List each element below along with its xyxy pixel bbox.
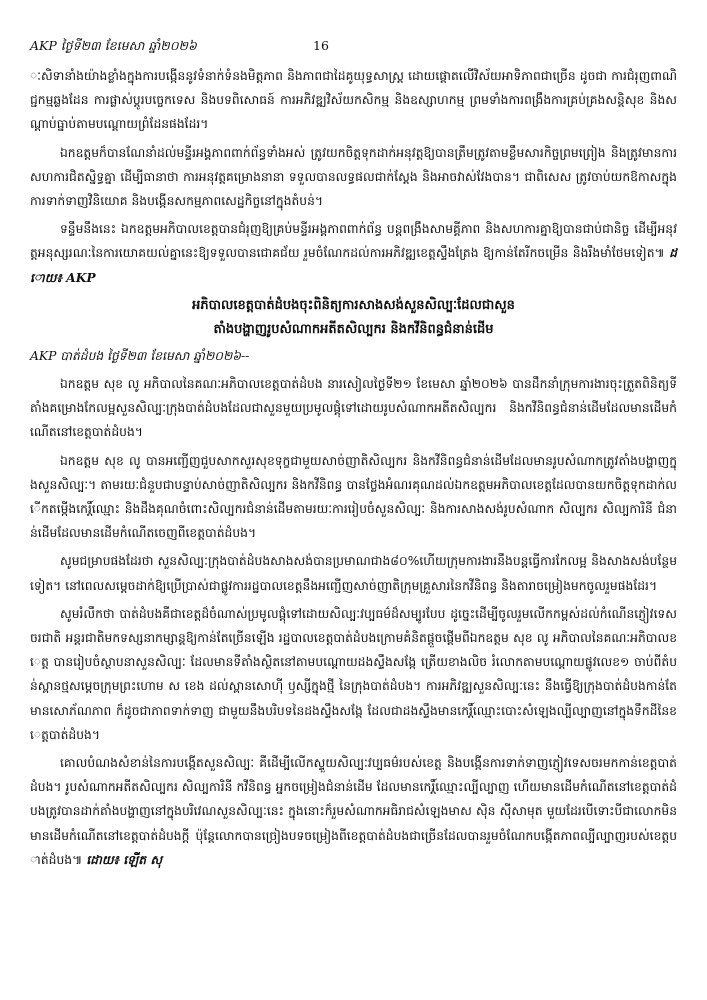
article1-paragraph-3	[30, 217, 677, 290]
page-header	[30, 36, 677, 58]
article2-paragraph-2: ឯកឧត្តម សុខ លូ បានអញ្ជើញជួបសាកសួរសុខទុក្ខជាមួយសាច់ញាតិសិល្បករ និងកវីនិពន្ធជំនាន់ដើមដែលមានរូបសំណាកត្រូវតាំងបង្ហាញក្នុងសួនសិល្បៈ។ តាមរយៈជំនួបជាបន្ទាប់សាច់ញាតិសិល្បករ និងកវីនិពន្ធ បានថ្លែងអំណរគុណដល់ឯកឧត្តមអភិបាលខេត្តដែលបានយកចិត្តទុកដាក់លើកតម្កើងកេរ្តិ៍ឈ្មោះ និងដឹងគុណចំពោះសិល្បករជំនាន់ដើមតាមរយៈការរៀបចំសួនសិល្បៈ និងការសាងសង់រូបសំណាក សិល្បករ សិល្បការិនី ជំនាន់ដើមដែលមានដើមកំណើតចេញពីខេត្តបាត់ដំបង។	[30, 453, 677, 541]
article1-paragraph-1: ៈសិទានាំងយ៉ាងខ្លាំងក្នុងការបង្កើននូវទំនាក់ទំនងមិត្តភាព និងភាពជាដៃគូយុទ្ធសាស្ត្រ ដោយផ្ដោតលើវិស័យអាទិភាពជាច្រើន ដូចជា ការជំរុញពាណិជ្ជកម្មឆ្លងដែន ការផ្លាស់ប្ដូរបច្ចេកទេស និងបទពិសោធន៍ ការអភិវឌ្ឍវិស័យកសិកម្ម និងឧស្សាហកម្ម ព្រមទាំងការពង្រឹងការគ្រប់គ្រងសន្តិសុខ និងសណ្ដាប់ធ្នាប់តាមបណ្ដោយព្រំដែនផងដែរ។	[30, 69, 677, 132]
article2-byline: ដោយ៖ ឡេីត សុ	[86, 851, 163, 867]
article2-paragraph-4: សូមរំលឹកថា បាត់ដំបងគឺជាខេត្តដ៏ចំណាស់ប្រមូលផ្ដុំទៅដោយសិល្បៈវប្បធម៌ដ៏សម្បូរបែប ដូច្នេះដើម្បីចូលរួមលើកកម្ពស់ដល់កំណើនភ្ញៀវទេសចរជាតិ អន្តរជាតិមកទស្សនាកម្សាន្តឱ្យកាន់តែច្រើនឡើង រដ្ឋបាលខេត្តបាត់ដំបងក្រោមគំនិតផ្ដួចផ្ដើមពីឯកឧត្តម សុខ លូ អភិបាលនៃគណៈអភិបាលខេត្ត បានរៀបចំស្ថាបនាសួនសិល្បៈ ដែលមានទីតាំងស្ថិតនៅតាមបណ្ដោយដងស្ទឹងសង្កែ ត្រើយខាងលិច រំលោកតាមបណ្ដោយផ្លូវលេខ១ ចាប់ពីតំបន់ស្ពានថ្មសម្ដេចក្រុមព្រះហោម ស ខេង ដល់ស្ពានសោហ៊ី ឫស្សីក្នុងថ្មី នៃក្រុងបាត់ដំបង។ ការអភិវឌ្ឍសួនសិល្បៈនេះ នឹងធ្វើឱ្យក្រុងបាត់ដំបងកាន់តែមានសោភ័ណភាព ក៏ដូចជាភាពទាក់ទាញ ជាមួយនឹងបរិបទនៃដងស្ទឹងសង្កែ ដែលជាដងស្ទឹងមានកេរ្តិ៍ឈ្មោះបោះសំឡេងល្បីល្បាញនៅក្នុងទឹកដីនៃខេត្តបាត់ដំបង។	[30, 606, 677, 742]
article2-paragraph-1: ឯកឧត្តម សុខ លូ អភិបាលនៃគណៈអភិបាលខេត្តបាត់ដំបង នារសៀលថ្ងៃទី២១ ខែមេសា ឆ្នាំ២០២៦ បានដឹកនាំក្រុមការងារចុះត្រួតពិនិត្យទីតាំងគម្រោងកែលម្អសួនសិល្បៈក្រុងបាត់ដំបងដែលជាសួនមួយប្រមូលផ្ដុំទៅដោយរូបសំណាកអតីតសិល្បករ និងកវីនិពន្ធជំនាន់ដើមដែលមានដើមកំណើតនៅខេត្តបាត់ដំបង។	[30, 377, 677, 440]
article2-headline-line1: អភិបាលខេត្តបាត់ដំបងចុះពិនិត្យការសាងសង់សួនសិល្បៈដែលជាសួន	[192, 297, 515, 313]
article1-paragraph-2: ឯកឧត្តមក៏បានណែនាំដល់មន្ទីរអង្គភាពពាក់ព័ន្ធទាំងអស់ ត្រូវយកចិត្តទុកដាក់អនុវត្តឱ្យបានត្រឹមត្រូវតាមខ្លឹមសារកិច្ចព្រមព្រៀង និងត្រូវមានការសហការជិតស្និទ្ធគ្នា ដើម្បីធានាថា ការអនុវត្តគម្រោងនានា ទទួលបានលទ្ធផលជាក់ស្ដែង និងអាចវាស់វែងបាន។ ជាពិសេស ត្រូវចាប់យកឱកាសក្នុងការទាក់ទាញវិនិយោគ និងបង្កើនសកម្មភាពសេដ្ឋកិច្ចនៅក្នុងតំបន់។	[30, 145, 677, 209]
article2-paragraph-5-text: គោលបំណងសំខាន់នៃការបង្កើតសួនសិល្បៈ គឺដើម្បីលើកស្ទួយសិល្បៈវប្បធម៌របស់ខេត្ត និងបង្កើនការទាក់ទាញភ្ញៀវទេសចរមកកាន់ខេត្តបាត់ដំបង។ រូបសំណាកអតីតសិល្បករ សិល្បការិនី កវីនិពន្ធ អ្នកចម្រៀងជំនាន់ដើម ដែលមានកេរ្តិ៍ឈ្មោះល្បីល្បាញ ហើយមានដើមកំណើតនៅខេត្តបាត់ដំបងត្រូវបានដាក់តាំងបង្ហាញនៅក្នុងបរិវេណសួនសិល្បៈនេះ ក្នុងនោះក៏រួមសំណាកអធិរាជសំឡេងមាស ស៊ិន ស៊ីសាមុត មួយដែរបើទោះបីជាលោកមិនមានដើមកំណើតនៅខេត្តបាត់ដំបងក្ដី ប៉ុន្តែលោកបានច្រៀងបទចម្រៀងពីខេត្តបាត់ដំបងជាច្រើនដែលបានរួមចំណែកបង្កើតភាពល្បីល្បាញរបស់ខេត្តបាត់ដំបង៕	[30, 756, 677, 867]
article2-paragraph-3: សូមជម្រាបផងដែរថា សួនសិល្បៈក្រុងបាត់ដំបងសាងសង់បានប្រមាណជាង៨០%ហើយក្រុមការងារនឹងបន្តធ្វើការកែលម្អ និងសាងសង់បន្ថែមទៀត។ នៅពេលសម្ដេចដាក់ឱ្យប្រើប្រាស់ជាផ្លូវការរដ្ឋបាលខេត្តនឹងអញ្ជើញសាច់ញាតិក្រុមគ្រួសារនៃកវីនិពន្ធ និងតារាចម្រៀងមកចូលរួមផងដែរ។	[30, 554, 677, 593]
article2-dateline: AKP បាត់ដំបង ថ្ងៃទី២៣ ខែមេសា ឆ្នាំ២០២៦--	[30, 348, 250, 363]
article2-headline	[60, 294, 647, 342]
page-number: 16	[313, 38, 329, 53]
article1-paragraph-3-text: ទន្ទឹមនឹងនេះ ឯកឧត្តមអភិបាលខេត្តបានជំរុញឱ្យគ្រប់មន្ទីរអង្គភាពពាក់ព័ន្ធ បន្តពង្រឹងសាមគ្គីភាព និងសហការគ្នាឱ្យបានជាប់ជានិច្ច ដើម្បីអនុវត្តអនុស្សរណៈនៃការយោគយល់គ្នានេះឱ្យទទួលបានជោគជ័យ រួមចំណែកដល់ការអភិវឌ្ឍខេត្តស្ទឹងត្រែង ឱ្យកាន់តែរីកចម្រើន និងរឹងមាំថែមទៀត៕	[30, 222, 677, 261]
header-date: AKP ថ្ងៃទី២៣ ខែមេសា ឆ្នាំ២០២៦	[30, 38, 197, 53]
article2-headline-line2: តាំងបង្ហាញរូបសំណាកអតីតសិល្បករ និងកវីនិពន្ធជំនាន់ដើម	[213, 321, 494, 337]
article-continuation	[30, 64, 677, 290]
article2-paragraph-5	[30, 751, 677, 872]
article-battambang	[30, 294, 677, 872]
article1-byline: ដោយ៖ AKP	[30, 245, 677, 285]
